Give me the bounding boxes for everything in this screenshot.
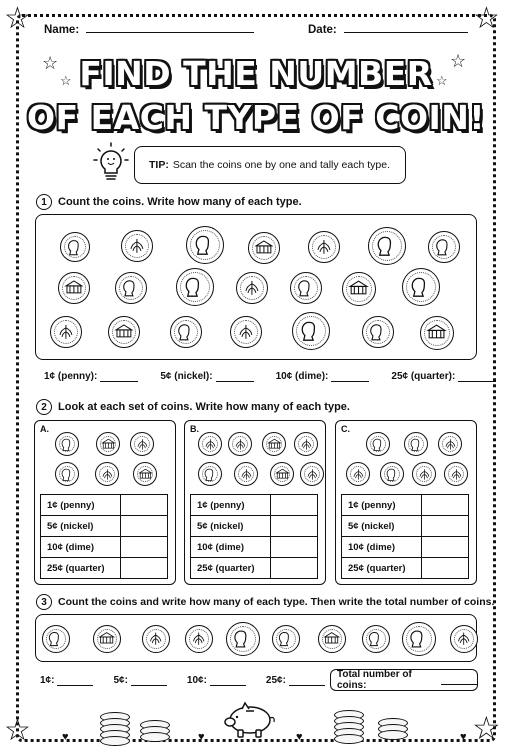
coin-icon xyxy=(444,462,468,486)
penny-label: 1¢: xyxy=(40,675,55,686)
dime-label: 10¢ (dime): xyxy=(275,371,329,382)
row-label: 10¢ (dime) xyxy=(41,537,121,558)
nickel-answer[interactable] xyxy=(160,371,253,382)
heart-icon: ♥ xyxy=(296,731,303,743)
tally-cell[interactable] xyxy=(271,495,318,516)
coin-stack-icon xyxy=(100,712,130,752)
coin-icon xyxy=(272,625,300,653)
coin-icon xyxy=(380,462,404,486)
name-field[interactable] xyxy=(44,24,254,36)
coin-icon xyxy=(58,272,90,304)
section2-number: 2 xyxy=(36,399,52,415)
section1-heading xyxy=(36,194,302,210)
coin-icon xyxy=(55,462,79,486)
coin-icon xyxy=(234,462,258,486)
star-icon: ☆ xyxy=(473,2,500,35)
tally-cell[interactable] xyxy=(121,537,168,558)
table-row xyxy=(191,516,318,537)
coin-icon xyxy=(362,625,390,653)
coin-icon xyxy=(170,316,202,348)
coin-icon xyxy=(186,226,224,264)
coin-icon xyxy=(294,432,318,456)
tally-cell[interactable] xyxy=(422,558,469,579)
coin-disc xyxy=(100,736,130,746)
coin-icon xyxy=(115,272,147,304)
coin-icon xyxy=(342,272,376,306)
quarter-label: 25¢ (quarter): xyxy=(391,371,456,382)
coin-icon xyxy=(230,316,262,348)
star-icon: ☆ xyxy=(450,51,467,71)
tip-text: Scan the coins one by one and tally each type. xyxy=(172,159,390,171)
total-coins-box[interactable] xyxy=(330,669,478,691)
coin-icon xyxy=(366,432,390,456)
row-label: 1¢ (penny) xyxy=(342,495,422,516)
section2-instruction: Look at each set of coins. Write how many of each type. xyxy=(58,401,350,413)
coin-icon xyxy=(428,231,460,263)
nickel-label: 5¢ (nickel): xyxy=(160,371,213,382)
coin-icon xyxy=(42,625,70,653)
section1-number: 1 xyxy=(36,194,52,210)
section3-instruction: Count the coins and write how many of each type. Then write the total number of coins. xyxy=(58,596,495,608)
star-icon: ☆ xyxy=(436,73,448,88)
table-row xyxy=(342,495,469,516)
penny-answer[interactable] xyxy=(44,371,138,382)
coin-icon xyxy=(121,230,153,262)
coin-icon xyxy=(292,312,330,350)
coin-icon xyxy=(438,432,462,456)
section3-answers xyxy=(40,675,325,686)
coin-icon xyxy=(290,272,322,304)
coin-icon xyxy=(262,432,286,456)
dime-answer[interactable] xyxy=(187,675,246,686)
row-label: 25¢ (quarter) xyxy=(191,558,271,579)
coin-icon xyxy=(236,272,268,304)
coin-icon xyxy=(96,432,120,456)
tally-cell[interactable] xyxy=(121,495,168,516)
coin-icon xyxy=(50,316,82,348)
coin-icon xyxy=(346,462,370,486)
table-row xyxy=(191,537,318,558)
tip-box xyxy=(134,146,406,184)
quarter-answer[interactable] xyxy=(391,371,496,382)
coin-icon xyxy=(404,432,428,456)
heart-icon: ♥ xyxy=(460,731,467,743)
penny-answer[interactable] xyxy=(40,675,93,686)
row-label: 25¢ (quarter) xyxy=(41,558,121,579)
table-row xyxy=(191,495,318,516)
coin-icon xyxy=(93,625,121,653)
date-line[interactable] xyxy=(344,32,468,33)
set-a-tally-table xyxy=(40,494,168,579)
row-label: 10¢ (dime) xyxy=(342,537,422,558)
tally-cell[interactable] xyxy=(271,558,318,579)
coin-icon xyxy=(270,462,294,486)
tally-cell[interactable] xyxy=(121,558,168,579)
coin-icon xyxy=(176,268,214,306)
tip-label: TIP: xyxy=(149,159,169,171)
coin-icon xyxy=(95,462,119,486)
tally-cell[interactable] xyxy=(422,537,469,558)
table-row xyxy=(342,516,469,537)
table-row xyxy=(41,516,168,537)
total-label: Total number of coins: xyxy=(337,669,412,691)
row-label: 5¢ (nickel) xyxy=(342,516,422,537)
coin-icon xyxy=(402,268,440,306)
row-label: 1¢ (penny) xyxy=(191,495,271,516)
coin-icon xyxy=(402,622,436,656)
tally-cell[interactable] xyxy=(422,495,469,516)
tally-cell[interactable] xyxy=(422,516,469,537)
tally-cell[interactable] xyxy=(121,516,168,537)
coin-icon xyxy=(368,227,406,265)
coin-stack-icon xyxy=(140,720,170,748)
coin-icon xyxy=(450,625,478,653)
tally-cell[interactable] xyxy=(271,537,318,558)
coin-icon xyxy=(130,432,154,456)
lightbulb-icon xyxy=(92,141,130,192)
star-icon: ☆ xyxy=(4,2,31,35)
nickel-answer[interactable] xyxy=(113,675,166,686)
section2-heading xyxy=(36,399,350,415)
row-label: 5¢ (nickel) xyxy=(41,516,121,537)
star-icon: ☆ xyxy=(472,710,501,746)
coin-disc xyxy=(334,734,364,744)
coin-icon xyxy=(300,462,324,486)
section3-heading xyxy=(36,594,494,610)
coin-icon xyxy=(226,622,260,656)
table-row xyxy=(191,558,318,579)
set-c-tally-table xyxy=(341,494,469,579)
coin-icon xyxy=(228,432,252,456)
section1-answers xyxy=(44,371,496,382)
total-blank[interactable] xyxy=(441,675,477,685)
coin-disc xyxy=(140,732,170,742)
piggy-bank-icon xyxy=(220,700,280,745)
coin-stack-icon xyxy=(378,718,408,746)
coin-icon xyxy=(308,231,340,263)
set-c-label: C. xyxy=(341,424,350,434)
dime-label: 10¢: xyxy=(186,675,207,686)
date-label: Date: xyxy=(308,24,337,36)
coin-icon xyxy=(248,232,280,264)
coin-stack-icon xyxy=(334,710,364,750)
nickel-label: 5¢: xyxy=(113,675,128,686)
table-row xyxy=(342,558,469,579)
dime-answer[interactable] xyxy=(276,371,370,382)
set-b-label: B. xyxy=(190,424,199,434)
table-row xyxy=(41,558,168,579)
coin-icon xyxy=(60,232,90,262)
date-field[interactable] xyxy=(308,24,468,36)
coin-icon xyxy=(142,625,170,653)
coin-icon xyxy=(185,625,213,653)
heart-icon: ♥ xyxy=(62,731,69,743)
coin-icon xyxy=(55,432,79,456)
coin-icon xyxy=(420,316,454,350)
coin-icon xyxy=(108,316,140,348)
row-label: 25¢ (quarter) xyxy=(342,558,422,579)
page-title-line1: FIND THE NUMBER xyxy=(79,54,433,93)
row-label: 5¢ (nickel) xyxy=(191,516,271,537)
row-label: 10¢ (dime) xyxy=(191,537,271,558)
coin-icon xyxy=(412,462,436,486)
set-a-label: A. xyxy=(40,424,49,434)
penny-label: 1¢ (penny): xyxy=(44,371,98,382)
quarter-label: 25¢: xyxy=(265,675,286,686)
table-row xyxy=(41,537,168,558)
quarter-answer[interactable] xyxy=(266,675,325,686)
star-icon: ☆ xyxy=(42,53,59,73)
table-row xyxy=(41,495,168,516)
section1-instruction: Count the coins. Write how many of each type. xyxy=(58,196,302,208)
star-icon: ☆ xyxy=(60,73,72,88)
set-b-tally-table xyxy=(190,494,318,579)
name-label: Name: xyxy=(44,24,80,36)
tally-cell[interactable] xyxy=(271,516,318,537)
coin-icon xyxy=(198,462,222,486)
section3-number: 3 xyxy=(36,594,52,610)
row-label: 1¢ (penny) xyxy=(41,495,121,516)
heart-icon: ♥ xyxy=(198,731,205,743)
coin-icon xyxy=(133,462,157,486)
coin-icon xyxy=(318,625,346,653)
coin-icon xyxy=(362,316,394,348)
star-icon: ☆ xyxy=(4,714,31,747)
name-line[interactable] xyxy=(86,32,254,33)
table-row xyxy=(342,537,469,558)
coin-icon xyxy=(198,432,222,456)
coin-disc xyxy=(378,730,408,740)
page-title-line2: OF EACH TYPE OF COIN! xyxy=(27,98,485,137)
